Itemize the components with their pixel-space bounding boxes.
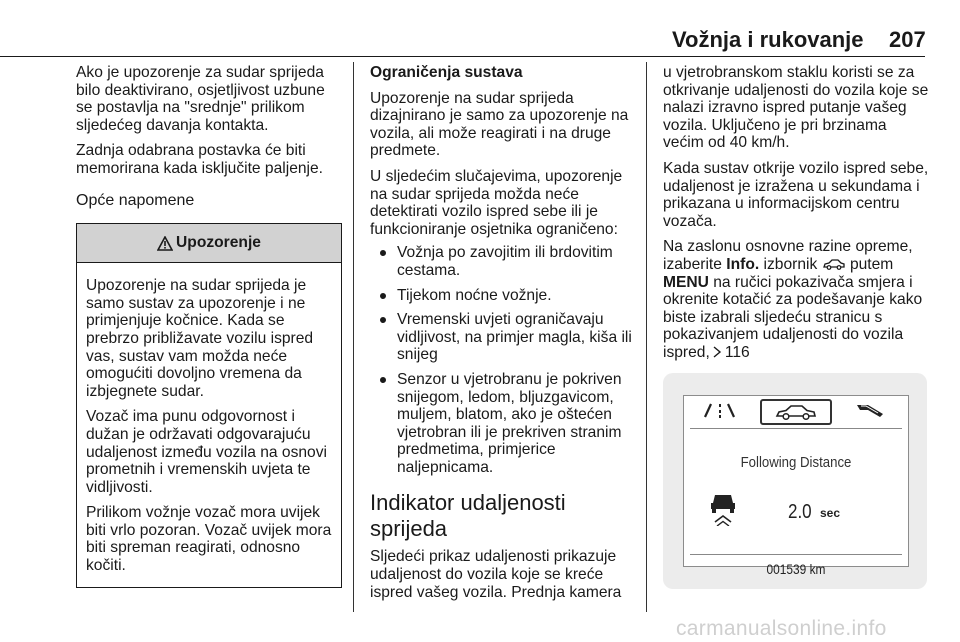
- info-menu-label: Info.: [726, 255, 760, 273]
- screen-tab-bar: [684, 396, 908, 426]
- screen-divider: [690, 428, 902, 429]
- lane-icon: [702, 401, 742, 421]
- paragraph: [663, 238, 929, 361]
- warning-header: [77, 224, 341, 263]
- paragraph: Upozorenje na sudar sprijeda je samo sustav za upozorenje i ne primjenjuje kočnice. Kada se prebrzo približavate vozilu ispred vas, sustav vam možda neće omogućiti dovoljno vremena da izbjegnete sudar.: [86, 277, 314, 400]
- text-run: putem: [845, 255, 894, 273]
- display-illustration: [663, 373, 927, 589]
- list-item: Senzor u vjetrobranu je pokriven snijegom, ledom, bljuzgavicom, muljem, blatom, ako je oštećen vjetrobran ili je prekriven stranim predmetima, primjerice naljepnicama.: [370, 371, 632, 477]
- car-icon: [774, 403, 818, 421]
- screen-divider: [690, 554, 902, 555]
- list-item: Vremenski uvjeti ograničavaju vidljivost, na primjer magla, kiša ili snijeg: [370, 311, 632, 364]
- paragraph: Zadnja odabrana postavka će biti memorirana kada isključite paljenje.: [76, 142, 324, 177]
- paragraph: Vozač ima punu odgovornost i dužan je održavati odgovarajuću udaljenost između vozila na osnovi prometnih i vremenskih uvjeta te vidljivosti.: [86, 408, 327, 496]
- column-divider-2: [646, 62, 647, 612]
- warning-box: [76, 223, 342, 588]
- car-icon: [822, 258, 846, 270]
- column-2: [370, 64, 632, 609]
- paragraph: u vjetrobranskom staklu koristi se za otkrivanje udaljenosti do vozila koje se nalazi izravno ispred putanje vašeg vozila. Uključeno je pri brzinama većim od 40 km/h.: [663, 64, 929, 152]
- list-item: Vožnja po zavojitim ili brdovitim cestama.: [370, 244, 632, 279]
- paragraph: Kada sustav otkrije vozilo ispred sebe, udaljenost je izražena u sekundama i prikazana u informacijskom centru vozača.: [663, 159, 929, 230]
- car-ahead-icon: [706, 492, 740, 526]
- screen-title: Following Distance: [740, 454, 852, 471]
- menu-button-label: MENU: [663, 273, 709, 291]
- paragraph: Ako je upozorenje za sudar sprijeda bilo deaktivirano, osjetljivost uzbune se postavlja na "srednje" prilikom sljedećeg davanja kontakta.: [76, 64, 325, 134]
- section-heading-large: Indikator udaljenosti sprijeda: [370, 490, 566, 542]
- paragraph: U sljedećim slučajevima, upozorenje na sudar sprijeda možda neće detektirati vozilo ispred sebe ili je funkcioniranje osjetnika ograničeno:: [370, 167, 623, 238]
- road-sign-icon: [854, 401, 886, 421]
- distance-value: 2.0: [788, 501, 812, 523]
- section-heading: Opće napomene: [76, 191, 195, 209]
- column-3: [663, 64, 929, 370]
- paragraph: Sljedeći prikaz udaljenosti prikazuje udaljenost do vozila koje se kreće ispred vašeg vozila. Prednja kamera: [370, 548, 622, 601]
- header-divider: [0, 56, 925, 57]
- page-number: 207: [889, 27, 926, 52]
- section-heading: Ograničenja sustava: [370, 64, 523, 81]
- column-divider-1: [353, 62, 354, 612]
- driver-info-screen: [683, 395, 909, 577]
- text-run: izbornik: [759, 255, 822, 273]
- list-item: Tijekom noćne vožnje.: [370, 287, 632, 305]
- paragraph: Prilikom vožnje vozač mora uvijek biti vrlo pozoran. Vozač uvijek mora biti spreman reagirati, odnosno kočiti.: [86, 504, 332, 575]
- warning-body: [77, 263, 341, 587]
- distance-unit: sec: [820, 506, 841, 520]
- odometer-readout: 001539 km: [766, 561, 826, 577]
- text-run: na ručici pokazivača smjera i okrenite kotačić za podešavanje kako biste izabrali sljedeću stranicu s pokazivanjem udaljenosti do vozila ispred,: [663, 273, 923, 361]
- page-reference: 116: [724, 343, 750, 361]
- page-title: Vožnja i rukovanje: [672, 27, 864, 52]
- page-reference-icon: [711, 346, 723, 358]
- warning-title: Upozorenje: [176, 234, 261, 252]
- column-1: [76, 64, 344, 588]
- paragraph: Upozorenje na sudar sprijeda dizajnirano je samo za upozorenje na vozila, ali može reagirati i na druge predmete.: [370, 89, 629, 160]
- watermark: carmanualsonline.info: [676, 617, 887, 640]
- page-header: [0, 0, 960, 56]
- warning-triangle-icon: [157, 236, 173, 251]
- text-run: Na zaslonu osnovne razine opreme, izaberite: [663, 238, 913, 273]
- bullet-list: [370, 244, 632, 476]
- screen-tab-active: [760, 399, 832, 425]
